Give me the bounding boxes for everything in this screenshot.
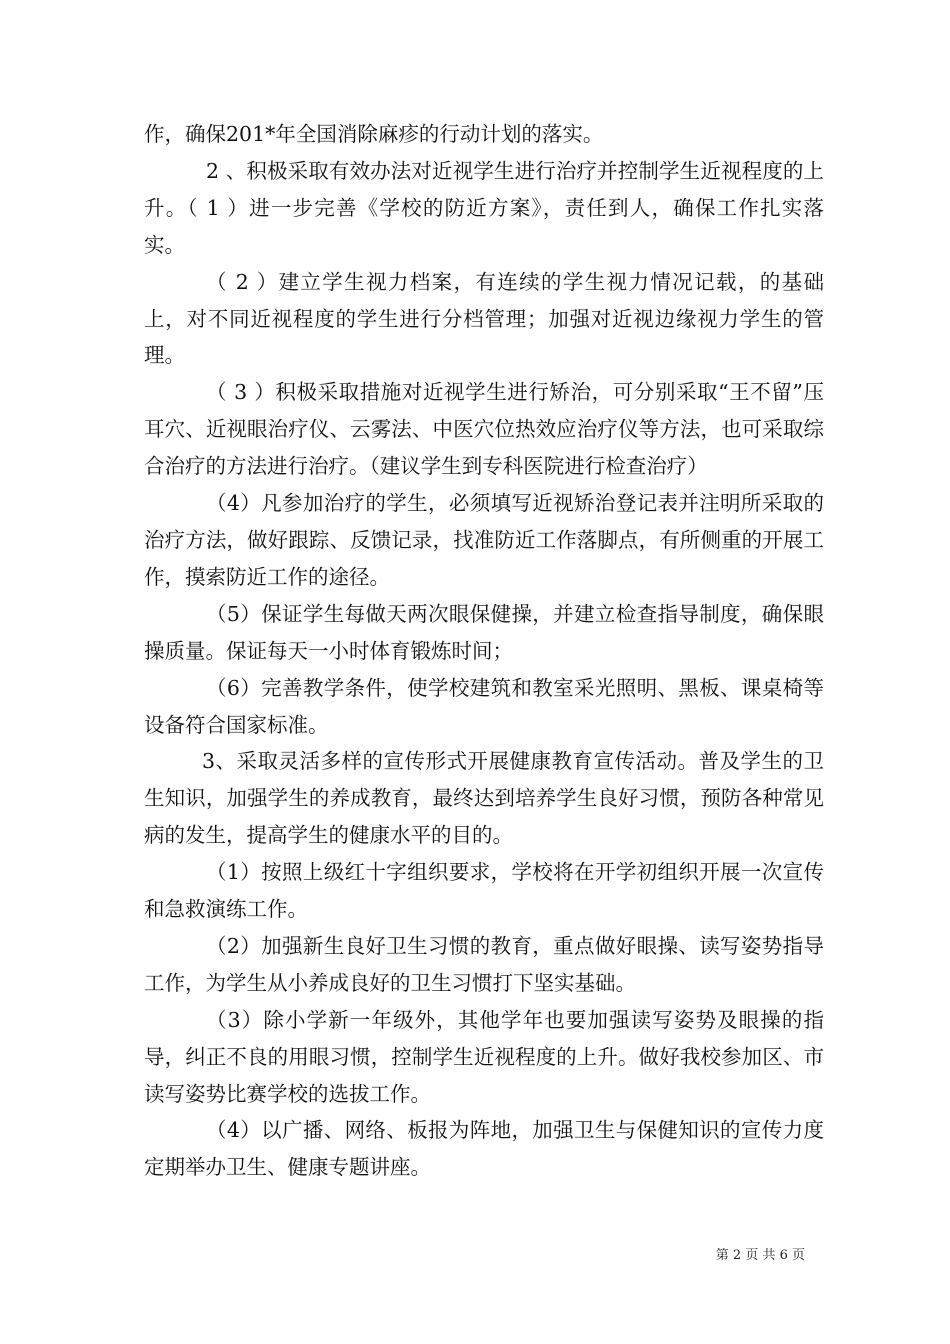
page-number-footer: 第 2 页 共 6 页 (715, 1248, 805, 1263)
paragraph-item-3-4: （4）以广播、网络、板报为阵地，加强卫生与保健知识的宣传力度定期举办卫生、健康专题讲座。 (144, 1118, 824, 1180)
paragraph-item-2-3: （ 3 ）积极采取措施对近视学生进行矫治，可分别采取“王不留”压耳穴、近视眼治疗仪、云雾法、中医穴位热效应治疗仪等方法，也可采取综合治疗的方法进行治疗。（建议学生到专科医院进行检查治疗） (144, 380, 824, 479)
paragraph-item-2-6: （6）完善教学条件，使学校建筑和教室采光照明、黑板、课桌椅等设备符合国家标准。 (144, 675, 824, 737)
paragraph-item-2-2: （ 2 ）建立学生视力档案，有连续的学生视力情况记载，的基础上，对不同近视程度的学生进行分档管理；加强对近视边缘视力学生的管理。 (144, 269, 824, 368)
paragraph-item-3-1: （1）按照上级红十字组织要求，学校将在开学初组织开展一次宣传和急救演练工作。 (144, 860, 824, 922)
paragraph-item-2-5: （5）保证学生每做天两次眼保健操，并建立检查指导制度，确保眼操质量。保证每天一小时体育锻炼时间； (144, 601, 824, 663)
paragraph-section-3: 3、采取灵活多样的宣传形式开展健康教育宣传活动。普及学生的卫生知识，加强学生的养成教育，最终达到培养学生良好习惯，预防各种常见病的发生，提高学生的健康水平的目的。 (144, 749, 824, 848)
paragraph-section-2: 2 、积极采取有效办法对近视学生进行治疗并控制学生近视程度的上升。（ 1 ）进一步完善《学校的防近方案》，责任到人，确保工作扎实落实。 (144, 158, 824, 257)
paragraph-item-2-4: （4）凡参加治疗的学生，必须填写近视矫治登记表并注明所采取的治疗方法，做好跟踪、反馈记录，找准防近工作落脚点，有所侧重的开展工作，摸索防近工作的途径。 (144, 491, 824, 589)
paragraph-continuation: 作，确保201*年全国消除麻疹的行动计划的落实。 (144, 122, 604, 146)
paragraph-item-3-2: （2）加强新生良好卫生习惯的教育，重点做好眼操、读写姿势指导工作，为学生从小养成良好的卫生习惯打下坚实基础。 (144, 933, 824, 995)
document-body (144, 116, 824, 1186)
paragraph-item-3-3: （3）除小学新一年级外，其他学年也要加强读写姿势及眼操的指导，纠正不良的用眼习惯，控制学生近视程度的上升。做好我校参加区、市读写姿势比赛学校的选拔工作。 (144, 1007, 824, 1106)
